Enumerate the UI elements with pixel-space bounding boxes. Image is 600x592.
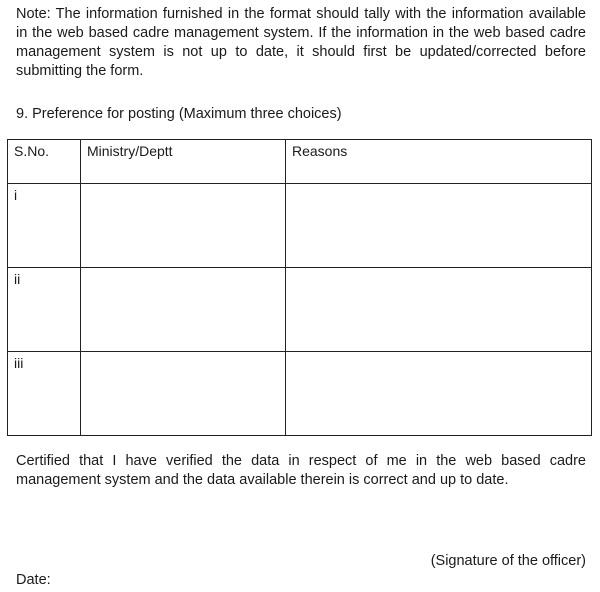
column-header-sno: S.No. — [8, 140, 81, 184]
reasons-cell[interactable] — [286, 268, 592, 352]
signature-label: (Signature of the officer) — [430, 553, 586, 569]
column-header-ministry: Ministry/Deptt — [81, 140, 286, 184]
note-line: management system is not up to date, it should first be updated/corrected before — [16, 44, 586, 60]
sno-cell: i — [8, 184, 81, 268]
section-heading: 9. Preference for posting (Maximum three choices) — [16, 106, 342, 122]
posting-preference-table — [7, 139, 592, 436]
note-paragraph — [16, 5, 586, 81]
reasons-cell[interactable] — [286, 184, 592, 268]
ministry-cell[interactable] — [81, 184, 286, 268]
table-row — [8, 352, 592, 436]
note-line: Note: The information furnished in the format should tally with the information available — [16, 6, 586, 22]
ministry-cell[interactable] — [81, 268, 286, 352]
certification-paragraph — [16, 452, 586, 490]
column-header-reasons: Reasons — [286, 140, 592, 184]
sno-cell: iii — [8, 352, 81, 436]
sno-cell: ii — [8, 268, 81, 352]
certification-line: management system and the data available therein is correct and up to date. — [16, 472, 509, 488]
ministry-cell[interactable] — [81, 352, 286, 436]
table-row — [8, 184, 592, 268]
note-line: in the web based cadre management system. If the information in the web based cadre — [16, 25, 586, 41]
date-label: Date: — [16, 572, 51, 588]
note-line: submitting the form. — [16, 63, 144, 79]
reasons-cell[interactable] — [286, 352, 592, 436]
table-header-row — [8, 140, 592, 184]
certification-line: Certified that I have verified the data in respect of me in the web based cadre — [16, 453, 586, 469]
table-row — [8, 268, 592, 352]
